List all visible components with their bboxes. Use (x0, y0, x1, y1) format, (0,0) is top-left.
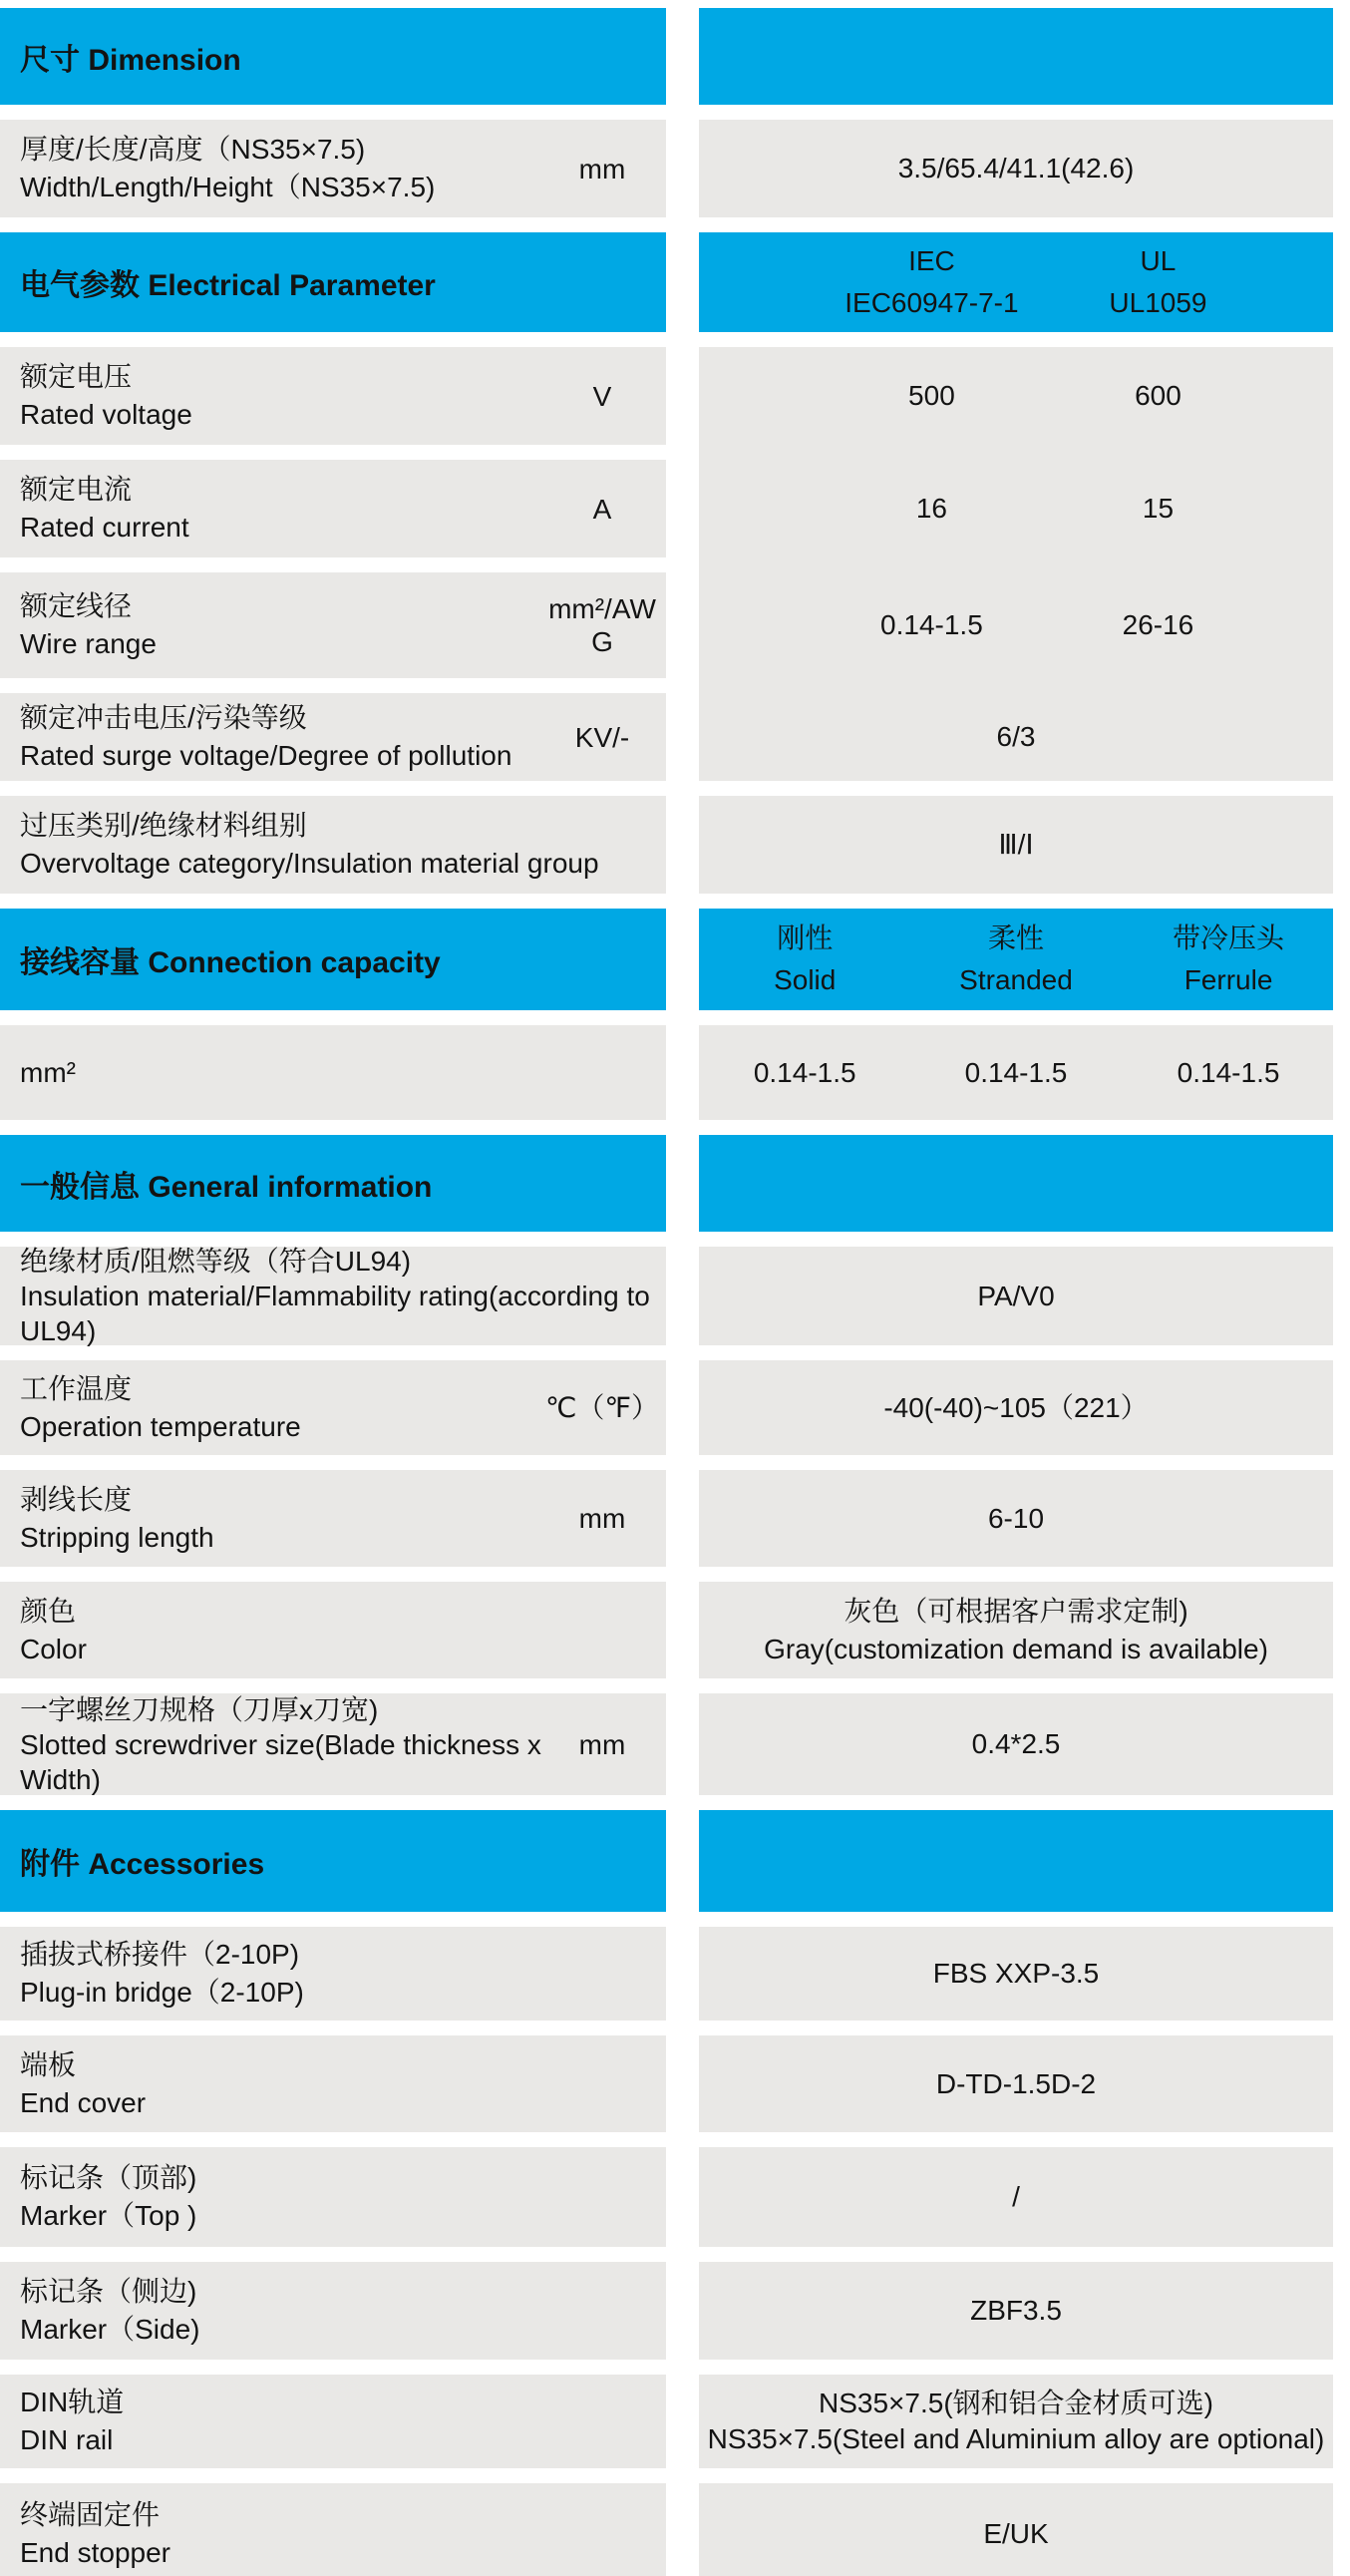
row-surge-voltage (0, 693, 666, 781)
value-iec: 16 (915, 493, 947, 524)
electrical-group (0, 347, 1350, 781)
row-label (0, 471, 544, 547)
label-zh: 额定电流 (20, 474, 133, 505)
value-ul: 15 (1142, 493, 1175, 524)
label-zh: 插拔式桥接件（2-10P) (20, 1939, 300, 1970)
row-label (0, 2384, 666, 2459)
column-gap (666, 2375, 699, 2468)
label-zh: 厚度/长度/高度（NS35×7.5) (20, 134, 366, 165)
col-header-solid-en: Solid (774, 964, 837, 995)
label-zh: 额定冲击电压/污染等级 (20, 702, 307, 733)
row-label (0, 2496, 666, 2572)
label-zh: 端板 (20, 2048, 77, 2080)
column-gap (666, 1135, 699, 1232)
row-value: PA/V0 (977, 1280, 1055, 1311)
row-stripping-value-cell (699, 1470, 1333, 1567)
column-gap (666, 796, 699, 894)
row-din-rail-value-cell (699, 2375, 1333, 2468)
column-gap (666, 1927, 699, 2021)
row-label (0, 131, 544, 206)
values-rated-voltage (699, 347, 1333, 445)
electrical-group-values (699, 347, 1333, 781)
values-wire-range (699, 572, 1333, 678)
column-gap (666, 232, 699, 332)
row-label (0, 2273, 666, 2349)
label-en: End cover (20, 2086, 147, 2118)
section-header-accessories-value-cell (699, 1810, 1333, 1912)
label-zh: 额定线径 (20, 590, 133, 621)
section-header-electrical-cols-cell (699, 232, 1333, 332)
section-header-dimension-label-cell (0, 8, 666, 105)
row-wire-range (0, 572, 666, 678)
label-en: Insulation material/Flammability rating(according to UL94) (20, 1281, 650, 1346)
row-size-label-cell (0, 120, 666, 217)
column-gap (666, 2262, 699, 2360)
row-connection-label-cell (0, 1025, 666, 1120)
values-surge-voltage (699, 693, 1333, 781)
row-din-rail-label-cell (0, 2375, 666, 2468)
col-header-iec (844, 240, 1018, 324)
section-header-connection-label-cell (0, 909, 666, 1010)
value-en: Gray(customization demand is available) (764, 1633, 1268, 1664)
row-label (0, 699, 544, 775)
label-zh: 终端固定件 (20, 2498, 161, 2530)
col-header-ul-zh: UL (1140, 245, 1177, 276)
row-color (0, 1582, 1350, 1678)
row-value: E/UK (983, 2517, 1049, 2549)
section-header-connection (0, 909, 1350, 1010)
row-label (0, 807, 666, 883)
section-title: 一般信息 General information (20, 1170, 433, 1204)
section-header-dimension-value-cell (699, 8, 1333, 105)
value-ul: 600 (1135, 380, 1181, 411)
row-unit: mm²/AWG (548, 593, 656, 657)
column-gap (666, 2035, 699, 2132)
col-header-stranded (959, 918, 1073, 1001)
row-label: mm² (20, 1056, 76, 1088)
label-zh: 一字螺丝刀规格（刀厚x刀宽) (20, 1693, 379, 1725)
value-en: NS35×7.5(Steel and Aluminium alloy are optional) (707, 2423, 1325, 2454)
section-header-electrical-label-cell (0, 232, 666, 332)
row-label (0, 358, 544, 434)
row-bridge-label-cell (0, 1927, 666, 2021)
label-en: Overvoltage category/Insulation material group (20, 848, 599, 879)
row-temperature (0, 1360, 1350, 1455)
col-header-ferrule-zh: 带冷压头 (1173, 922, 1285, 953)
label-en: Width/Length/Height（NS35×7.5) (20, 172, 436, 202)
row-connection-value-cell (699, 1025, 1333, 1120)
column-gap (666, 1693, 699, 1795)
section-title: 尺寸 Dimension (20, 43, 241, 77)
row-rated-current (0, 460, 666, 557)
column-gap (666, 1810, 699, 1912)
section-header-general-value-cell (699, 1135, 1333, 1232)
col-header-iec-std: IEC60947-7-1 (844, 287, 1019, 318)
row-label (0, 1936, 666, 2012)
column-gap (666, 1247, 699, 1345)
column-gap (666, 120, 699, 217)
row-plug-in-bridge (0, 1927, 1350, 2021)
row-marker-side (0, 2262, 1350, 2360)
label-en: Rated surge voltage/Degree of pollution (20, 740, 512, 771)
row-color-value-cell (699, 1582, 1333, 1678)
section-header-accessories (0, 1810, 1350, 1912)
value: 6/3 (996, 721, 1036, 752)
row-overvoltage (0, 796, 1350, 894)
value-iec: 0.14-1.5 (880, 609, 983, 640)
row-overvoltage-label-cell (0, 796, 666, 894)
row-value: Ⅲ/Ⅰ (998, 829, 1034, 860)
row-screwdriver (0, 1693, 1350, 1795)
label-zh: 剥线长度 (20, 1483, 133, 1515)
row-bridge-value-cell (699, 1927, 1333, 2021)
row-marker-side-label-cell (0, 2262, 666, 2360)
row-end-stopper-label-cell (0, 2483, 666, 2576)
row-screwdriver-label-cell (0, 1693, 666, 1795)
col-header-stranded-zh: 柔性 (987, 922, 1045, 953)
column-gap (666, 8, 699, 105)
row-marker-side-value-cell (699, 2262, 1333, 2360)
label-en: Marker（Top ) (20, 2200, 197, 2231)
row-stripping (0, 1470, 1350, 1567)
section-header-dimension (0, 8, 1350, 105)
row-unit: mm (578, 1728, 626, 1760)
label-zh: 额定电压 (20, 361, 133, 392)
row-insulation-value-cell (699, 1247, 1333, 1345)
row-label (0, 2046, 666, 2122)
value-iec: 500 (908, 380, 955, 411)
label-zh: 过压类别/绝缘材料组别 (20, 810, 307, 841)
row-insulation (0, 1247, 1350, 1345)
column-gap (666, 1360, 699, 1455)
value-solid: 0.14-1.5 (753, 1056, 856, 1088)
row-unit: mm (578, 153, 626, 184)
row-unit: KV/- (574, 721, 630, 753)
row-din-rail (0, 2375, 1350, 2468)
row-unit: V (592, 380, 612, 412)
label-zh: 标记条（顶部) (20, 2162, 197, 2193)
col-header-solid-zh: 刚性 (777, 922, 834, 953)
value-zh: NS35×7.5(钢和铝合金材质可选) (819, 2388, 1213, 2418)
row-value: / (1012, 2181, 1020, 2212)
electrical-group-labels (0, 347, 666, 781)
col-header-ul-std: UL1059 (1109, 287, 1207, 318)
col-header-stranded-en: Stranded (959, 964, 1073, 995)
value-ul: 26-16 (1122, 609, 1194, 640)
col-header-ferrule (1173, 918, 1284, 1001)
row-marker-top-label-cell (0, 2147, 666, 2247)
row-endcover-value-cell (699, 2035, 1333, 2132)
row-unit: ℃（℉） (544, 1392, 660, 1423)
label-en: Slotted screwdriver size(Blade thickness x Width) (20, 1728, 541, 1795)
row-label (0, 1481, 544, 1557)
col-header-solid (774, 918, 836, 1001)
column-gap (666, 1582, 699, 1678)
label-en: Wire range (20, 628, 157, 659)
label-en: Plug-in bridge（2-10P) (20, 1977, 304, 2008)
row-size (0, 120, 1350, 217)
label-zh: 绝缘材质/阻燃等级（符合UL94) (20, 1246, 412, 1277)
section-title: 接线容量 Connection capacity (20, 946, 441, 979)
row-label (0, 1370, 544, 1446)
section-header-general-label-cell (0, 1135, 666, 1232)
label-en: Stripping length (20, 1521, 214, 1553)
label-zh: 工作温度 (20, 1372, 133, 1404)
row-end-stopper-value-cell (699, 2483, 1333, 2576)
label-en: Operation temperature (20, 1410, 301, 1442)
row-label (0, 1593, 666, 1668)
row-value: -40(-40)~105（221） (883, 1391, 1149, 1423)
row-value (708, 2386, 1325, 2457)
value-zh: 灰色（可根据客户需求定制) (844, 1595, 1188, 1627)
row-end-cover (0, 2035, 1350, 2132)
row-value: 6-10 (987, 1502, 1045, 1534)
label-en: Rated voltage (20, 399, 192, 430)
row-size-value-cell (699, 120, 1333, 217)
row-label (0, 587, 544, 663)
section-header-accessories-label-cell (0, 1810, 666, 1912)
row-end-stopper (0, 2483, 1350, 2576)
values-rated-current (699, 460, 1333, 557)
column-gap (666, 2147, 699, 2247)
column-gap (666, 909, 699, 1010)
row-label (0, 2159, 666, 2235)
label-en: Rated current (20, 512, 189, 543)
col-header-iec-zh: IEC (908, 245, 955, 276)
row-color-label-cell (0, 1582, 666, 1678)
row-label (0, 1692, 544, 1797)
row-temperature-label-cell (0, 1360, 666, 1455)
section-header-general (0, 1135, 1350, 1232)
row-screwdriver-value-cell (699, 1693, 1333, 1795)
label-zh: 标记条（侧边) (20, 2276, 197, 2307)
column-gap (666, 1025, 699, 1120)
row-stripping-label-cell (0, 1470, 666, 1567)
section-header-electrical (0, 232, 1350, 332)
value-stranded: 0.14-1.5 (964, 1056, 1068, 1088)
row-endcover-label-cell (0, 2035, 666, 2132)
col-header-ul (1109, 240, 1206, 324)
col-header-ferrule-en: Ferrule (1183, 964, 1273, 995)
row-overvoltage-value-cell (699, 796, 1333, 894)
label-zh: 颜色 (20, 1595, 77, 1627)
row-value (764, 1593, 1268, 1668)
row-value: 0.4*2.5 (971, 1728, 1061, 1759)
label-en: Color (20, 1633, 87, 1664)
section-title: 电气参数 Electrical Parameter (20, 269, 436, 302)
label-en: DIN rail (20, 2424, 114, 2455)
row-marker-top (0, 2147, 1350, 2247)
row-temperature-value-cell (699, 1360, 1333, 1455)
column-gap (666, 2483, 699, 2576)
row-label (0, 1244, 666, 1348)
column-gap (666, 347, 699, 781)
section-title: 附件 Accessories (20, 1848, 265, 1881)
row-unit: A (592, 493, 612, 525)
row-connection-capacity (0, 1025, 1350, 1120)
row-value: FBS XXP-3.5 (932, 1958, 1100, 1989)
row-value: ZBF3.5 (970, 2295, 1062, 2326)
row-value: 3.5/65.4/41.1(42.6) (897, 153, 1135, 184)
row-rated-voltage (0, 347, 666, 445)
row-insulation-label-cell (0, 1247, 666, 1345)
label-en: End stopper (20, 2536, 170, 2568)
row-unit: mm (578, 1503, 626, 1534)
column-gap (666, 1470, 699, 1567)
row-marker-top-value-cell (699, 2147, 1333, 2247)
row-value: D-TD-1.5D-2 (935, 2067, 1097, 2099)
label-zh: DIN轨道 (20, 2387, 125, 2417)
label-en: Marker（Side) (20, 2314, 200, 2345)
section-header-connection-cols-cell (699, 909, 1333, 1010)
value-ferrule: 0.14-1.5 (1177, 1056, 1280, 1088)
